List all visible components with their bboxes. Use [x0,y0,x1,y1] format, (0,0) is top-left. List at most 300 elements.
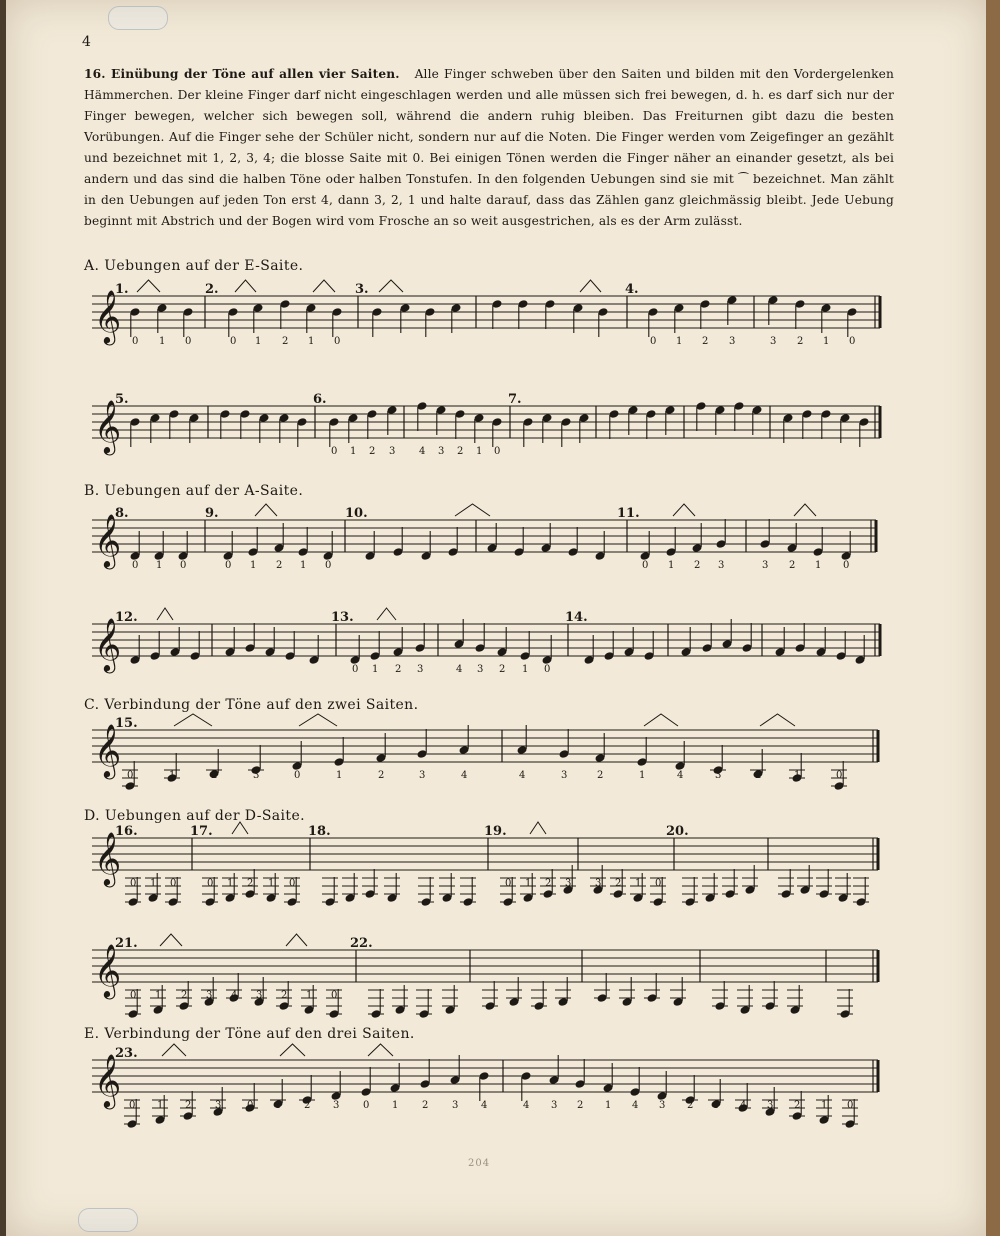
note [670,977,686,1007]
finger-number: 3 [770,336,777,347]
note [680,627,691,657]
half-step-mark [255,504,277,516]
note [722,869,738,899]
finger-number: 0 [642,560,649,571]
note [331,307,342,337]
note [786,523,797,553]
section-heading-e: E. Verbindung der Töne auf den drei Saiten. [84,1026,415,1042]
page-number: 4 [82,34,91,50]
finger-number: 1 [306,990,313,1001]
finger-number: 2 [755,770,762,781]
note [305,303,316,333]
note [673,303,684,333]
exercise-number: 6. [313,392,327,407]
finger-number: 3 [256,990,263,1001]
exercise-number: 1. [115,282,129,297]
finger-number: 0 [849,336,856,347]
note [815,627,826,657]
half-step-mark [673,504,695,516]
note [149,631,160,661]
staff-2 [0,392,1000,472]
note [801,409,812,439]
note [797,865,813,895]
note [715,519,726,549]
note [366,409,377,439]
finger-number: 2 [281,990,288,1001]
note [362,869,378,899]
half-step-mark [368,1044,393,1056]
note [291,741,302,771]
note [762,981,778,1011]
finger-number: 3 [206,990,213,1001]
note [364,531,375,561]
finger-number: 1 [268,878,275,889]
finger-number: 1 [300,560,307,571]
note [279,299,290,329]
intro-heading: 16. Einübung der Töne auf allen vier Saiten. [84,67,400,81]
note [513,527,524,557]
half-step-mark [455,504,490,516]
note [721,619,732,649]
finger-number: 3 [389,446,396,457]
note [482,981,498,1011]
note [375,733,386,763]
note [506,977,522,1007]
finger-number: 1 [713,1100,720,1111]
finger-number: 1 [169,770,176,781]
note [278,413,289,443]
exercise-number: 13. [331,610,354,625]
exercise-number: 4. [625,282,639,297]
finger-number: 0 [294,770,301,781]
note [742,865,758,895]
note [384,873,400,903]
note [540,523,551,553]
finger-number: 4 [481,1100,488,1111]
half-step-mark [235,280,256,292]
finger-number: 2 [181,990,188,1001]
finger-number: 1 [157,1100,164,1111]
note [168,409,179,439]
note [273,523,284,553]
section-heading-d: D. Uebungen auf der D-Saite. [84,808,305,824]
finger-number: 2 [702,336,709,347]
note [447,527,458,557]
note [767,295,778,325]
note [416,729,427,759]
note [846,307,857,337]
note [399,303,410,333]
note [541,635,552,665]
finger-number: 1 [392,1100,399,1111]
note [578,413,589,443]
finger-number: 1 [159,336,166,347]
halftone-symbol: ⁀ [738,172,749,186]
note [567,527,578,557]
exercise-number: 10. [345,506,368,521]
note [496,627,507,657]
note [853,877,869,907]
note [594,733,605,763]
note [333,737,344,767]
treble-clef-icon: 𝄞 [94,1053,122,1107]
note [520,1071,531,1101]
finger-number: 2 [499,664,506,675]
finger-number: 3 [417,664,424,675]
note [516,725,527,755]
note [701,623,712,653]
note [774,627,785,657]
exercise-number: 16. [115,824,138,839]
half-step-mark [299,714,337,726]
exercise-number: 7. [508,392,522,407]
finger-number: 2 [597,770,604,781]
note [656,1071,667,1101]
note [603,631,614,661]
note [491,299,502,329]
finger-number: 0 [247,1100,254,1111]
finger-number: 0 [331,990,338,1001]
exercise-number: 21. [115,936,138,951]
note [839,413,850,443]
finger-number: 0 [363,1100,370,1111]
finger-number: 0 [650,336,657,347]
finger-number: 4 [740,1100,747,1111]
finger-number: 2 [304,1100,311,1111]
finger-number: 1 [476,446,483,457]
finger-number: 0 [352,664,359,675]
half-step-mark [580,280,601,292]
note [392,627,403,657]
staff-1 [0,282,1000,362]
half-step-mark [644,714,678,726]
finger-number: 1 [815,560,822,571]
finger-number: 4 [456,664,463,675]
finger-number: 4 [632,1100,639,1111]
finger-number: 1 [522,664,529,675]
finger-number: 1 [275,1100,282,1111]
finger-number: 4 [419,446,426,457]
note [594,973,610,1003]
section-heading-c: C. Verbindung der Töne auf den zwei Saiten. [84,697,419,713]
note [623,627,634,657]
finger-number: 1 [605,1100,612,1111]
note [188,413,199,443]
finger-number: 3 [215,1100,222,1111]
finger-number: 4 [677,770,684,781]
note [264,627,275,657]
half-step-mark [162,1044,186,1056]
staff-6 [0,824,1000,904]
finger-number: 2 [247,878,254,889]
finger-number: 1 [250,560,257,571]
finger-number: 2 [211,770,218,781]
finger-number: 2 [545,878,552,889]
exercise-number: 9. [205,506,219,521]
note [531,981,547,1011]
note [322,531,333,561]
note [548,1055,559,1085]
intro-text: Alle Finger schweben über den Saiten und bilden mit den Vordergelenken Hämmerchen. Der kleine Finger darf nicht eingeschlagen werden und alle müssen sich frei bewegen, d. h. es darf sich nur der Finger bewegen, welcher sich bewegen soll, während die andern ruhig bleiben. Das Freiturnen gibt dazu die besten Vorübungen. Auf die Finger sehe der Schüler nicht, sondern nur auf die Noten. Die Finger werden vom Zeigefinger an gezählt und bezeichnet mit 1, 2, 3, 4; die blosse Saite mit 0. Bei einigen Tönen werden die Finger näher an einander gesetzt, als bei andern und das sind die halben Töne oder halben Tonstufen. In den folgenden Uebungen sind sie mit [84,67,894,186]
note [751,405,762,435]
staff-5 [0,716,1000,796]
note [424,307,435,337]
finger-number: 3 [565,878,572,889]
staff-4 [0,610,1000,690]
note [712,981,728,1011]
note [435,405,446,435]
note [129,635,140,665]
note [418,877,434,907]
exercise-number: 5. [115,392,129,407]
treble-clef-icon: 𝄞 [94,943,122,997]
exercise-number: 11. [617,506,640,521]
note [453,619,464,649]
finger-number: 0 [180,560,187,571]
finger-number: 0 [132,336,139,347]
finger-number: 0 [130,990,137,1001]
finger-number: 2 [185,1100,192,1111]
note [594,531,605,561]
finger-number: 3 [551,1100,558,1111]
note [699,299,710,329]
staff-8 [0,1046,1000,1126]
note [741,623,752,653]
exercise-number: 23. [115,1046,138,1061]
note [574,1059,585,1089]
finger-number: 0 [129,1100,136,1111]
exercise-number: 18. [308,824,331,839]
finger-number: 1 [676,336,683,347]
treble-clef-icon: 𝄞 [94,723,122,777]
finger-number: 1 [794,770,801,781]
note [252,303,263,333]
note [439,873,455,903]
finger-number: 3 [452,1100,459,1111]
finger-number: 4 [519,770,526,781]
note [726,295,737,325]
treble-clef-icon: 𝄞 [94,831,122,885]
finger-number: 1 [336,770,343,781]
half-step-mark [174,714,212,726]
note [794,299,805,329]
note [347,413,358,443]
finger-number: 4 [523,1100,530,1111]
exercise-number: 17. [190,824,213,839]
half-step-mark [160,934,182,946]
finger-number: 0 [494,446,501,457]
finger-number: 3 [718,560,725,571]
finger-number: 1 [525,878,532,889]
exercise-number: 20. [666,824,689,839]
note [420,531,431,561]
page-clip [108,6,168,30]
note [541,413,552,443]
note [812,527,823,557]
exercise-number: 2. [205,282,219,297]
finger-number: 2 [694,560,701,571]
finger-number: 4 [461,770,468,781]
note [491,417,502,447]
note [695,401,706,431]
note [460,877,476,907]
note [189,631,200,661]
note [219,409,230,439]
note [416,989,432,1019]
note [473,413,484,443]
exercise-number: 12. [115,610,138,625]
note [244,623,255,653]
note [519,631,530,661]
note [644,973,660,1003]
finger-number: 3 [767,1100,774,1111]
finger-number: 3 [561,770,568,781]
note [645,409,656,439]
note [517,299,528,329]
note [837,989,853,1019]
note [627,405,638,435]
note [156,303,167,333]
half-step-mark [232,822,248,834]
note [349,635,360,665]
note [149,413,160,443]
note [129,417,140,447]
finger-number: 2 [577,1100,584,1111]
note [572,303,583,333]
finger-number: 0 [130,878,137,889]
finger-number: 0 [505,878,512,889]
finger-number: 1 [635,878,642,889]
note [714,405,725,435]
finger-number: 1 [823,336,830,347]
finger-number: 3 [438,446,445,457]
note [258,413,269,443]
finger-number: 3 [729,336,736,347]
note [368,989,384,1019]
note [794,623,805,653]
note [664,405,675,435]
note [602,1063,613,1093]
note [639,531,650,561]
note [392,985,408,1015]
note [820,303,831,333]
finger-number: 3 [477,664,484,675]
note [835,873,851,903]
finger-number: 0 [230,336,237,347]
note [858,417,869,447]
note [442,985,458,1015]
note [392,527,403,557]
note [691,523,702,553]
note [386,405,397,435]
note [308,635,319,665]
exercise-number: 14. [565,610,588,625]
note [222,531,233,561]
finger-number: 1 [155,990,162,1001]
note [224,627,235,657]
finger-number: 2 [422,1100,429,1111]
finger-number: 1 [350,446,357,457]
finger-number: 2 [276,560,283,571]
finger-number: 1 [308,336,315,347]
note [369,631,380,661]
finger-number: 0 [836,770,843,781]
finger-number: 2 [369,446,376,457]
page-clip [78,1208,138,1232]
note [458,725,469,755]
finger-number: 0 [331,446,338,457]
finger-number: 4 [231,990,238,1001]
finger-number: 1 [150,878,157,889]
finger-number: 1 [255,336,262,347]
finger-number: 0 [132,560,139,571]
note [296,417,307,447]
note [239,409,250,439]
finger-number: 1 [639,770,646,781]
note [153,531,164,561]
note [297,527,308,557]
note [560,417,571,447]
intro-text-continued: bezeichnet. Man zählt in den Uebungen auf jeden Ton erst 4, dann 3, 2, 1 und halte darauf, dass das Zählen ganz gleichmässig bleibt. Jede Uebung beginnt mit Abstrich und der Bogen wird vom Frosche an so weit ausgestrichen, als es der Arm zulässt. [84,172,894,228]
exercise-number: 15. [115,716,138,731]
note [129,307,140,337]
note [778,869,794,899]
staff-3 [0,506,1000,586]
intro-paragraph [84,64,894,232]
finger-number: 0 [843,560,850,571]
note [330,1071,341,1101]
note [682,877,698,907]
finger-number: 0 [207,878,214,889]
finger-number: 0 [325,560,332,571]
note [371,307,382,337]
finger-number: 0 [170,878,177,889]
note [486,523,497,553]
note [227,307,238,337]
note [558,729,569,759]
note [389,1063,400,1093]
half-step-mark [280,1044,305,1056]
note [169,627,180,657]
finger-number: 0 [847,1100,854,1111]
half-step-mark [530,822,546,834]
finger-number: 1 [227,878,234,889]
note [647,307,658,337]
note [182,307,193,337]
finger-number: 0 [544,664,551,675]
half-step-mark [794,504,816,516]
page-footer: 204 [468,1158,491,1169]
note [820,409,831,439]
finger-number: 2 [615,878,622,889]
finger-number: 1 [668,560,675,571]
note [247,527,258,557]
exercise-number: 19. [484,824,507,839]
note [854,635,865,665]
finger-number: 2 [378,770,385,781]
note [629,1067,640,1097]
note [835,631,846,661]
finger-number: 2 [395,664,402,675]
finger-number: 3 [715,770,722,781]
treble-clef-icon: 𝄞 [94,617,122,671]
finger-number: 2 [797,336,804,347]
note [449,1055,460,1085]
note [737,985,753,1015]
finger-number: 0 [334,336,341,347]
finger-number: 0 [225,560,232,571]
note [177,531,188,561]
